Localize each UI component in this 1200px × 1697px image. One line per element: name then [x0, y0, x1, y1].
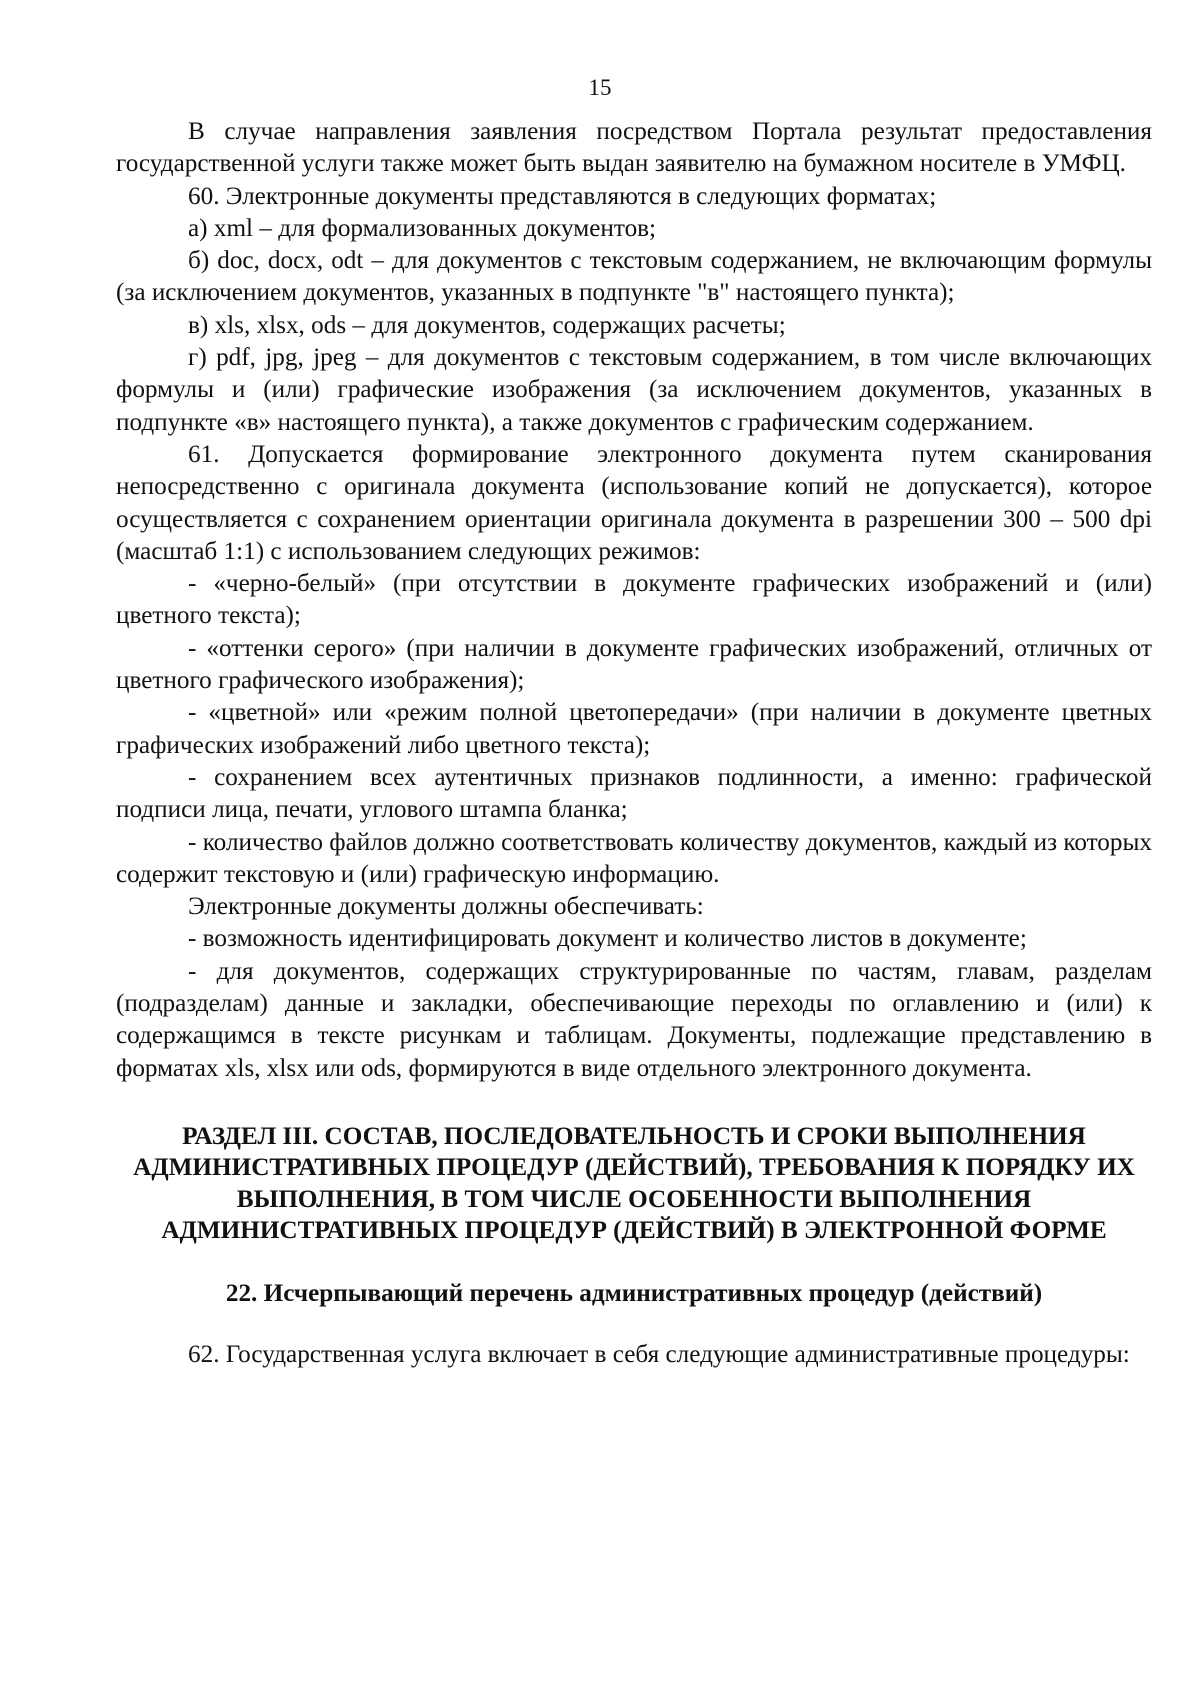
- page-number: 15: [588, 75, 612, 100]
- paragraph-60-item-b: б) doc, docx, odt – для документов с текстовым содержанием, не включающим формулы (за исключением документов, указанных в подпункте "в" настоящего пункта);: [116, 247, 1152, 307]
- paragraph-61-file-count: - количество файлов должно соответствовать количеству документов, каждый из которых содержит текстовую и (или) графическую информацию.: [116, 828, 1152, 888]
- paragraph-60-item-v: в) xls, xlsx, ods – для документов, содержащих расчеты;: [188, 311, 786, 339]
- subsection-heading: 22. Исчерпывающий перечень административных процедур (действий): [225, 1279, 1043, 1307]
- paragraph-61-mode-bw: - «черно-белый» (при отсутствии в документе графических изображений и (или) цветного текста);: [116, 570, 1152, 630]
- paragraph-60-formats: 60. Электронные документы представляются в следующих форматах;: [188, 182, 937, 210]
- paragraph-edocs-structured: - для документов, содержащих структурированные по частям, главам, разделам (подразделам) данные и закладки, обеспечивающие переходы по оглавлению и (или) к содержащимся в тексте рисункам и таблицам. Документы, подлежащие представлению в форматах xls, xlsx или ods, формируются в виде отдельного электронного документа.: [116, 957, 1152, 1082]
- paragraph-61-mode-color: - «цветной» или «режим полной цветопередачи» (при наличии в документе цветных графических изображений либо цветного текста);: [116, 699, 1152, 759]
- page-content: [116, 116, 1152, 1372]
- section-heading: РАЗДЕЛ III. СОСТАВ, ПОСЛЕДОВАТЕЛЬНОСТЬ И СРОКИ ВЫПОЛНЕНИЯ АДМИНИСТРАТИВНЫХ ПРОЦЕДУР (ДЕЙСТВИЙ), ТРЕБОВАНИЯ К ПОРЯДКУ ИХ ВЫПОЛНЕНИЯ, В ТОМ ЧИСЛЕ ОСОБЕННОСТИ ВЫПОЛНЕНИЯ АДМИНИСТРАТИВНЫХ ПРОЦЕДУР (ДЕЙСТВИЙ) В ЭЛЕКТРОННОЙ ФОРМЕ: [133, 1122, 1135, 1245]
- paragraph-61-mode-grey: - «оттенки серого» (при наличии в документе графических изображений, отличных от цветного графического изображения);: [116, 634, 1152, 695]
- paragraph-62-procedures: 62. Государственная услуга включает в себя следующие административные процедуры:: [188, 1341, 1130, 1369]
- paragraph-edocs-requirements: Электронные документы должны обеспечивать:: [188, 893, 704, 921]
- paragraph-60-item-a: а) xml – для формализованных документов;: [188, 214, 657, 242]
- paragraph-61-scanning: 61. Допускается формирование электронного документа путем сканирования непосредственно с оригинала документа (использование копий не допускается), которое осуществляется с сохранением ориентации оригинала документа в разрешении 300 – 500 dpi (масштаб 1:1) с использованием следующих режимов:: [116, 440, 1152, 565]
- paragraph-portal-result: В случае направления заявления посредством Портала результат предоставления государственной услуги также может быть выдан заявителю на бумажном носителе в УМФЦ.: [116, 118, 1152, 178]
- paragraph-edocs-identify: - возможность идентифицировать документ и количество листов в документе;: [188, 925, 1027, 953]
- paragraph-60-item-g: г) pdf, jpg, jpeg – для документов с текстовым содержанием, в том числе включающих формулы и (или) графические изображения (за исключением документов, указанных в подпункте «в» настоящего пункта), а также документов с графическим содержанием.: [116, 344, 1152, 436]
- paragraph-61-authenticity: - сохранением всех аутентичных признаков подлинности, а именно: графической подписи лица, печати, углового штампа бланка;: [116, 763, 1152, 824]
